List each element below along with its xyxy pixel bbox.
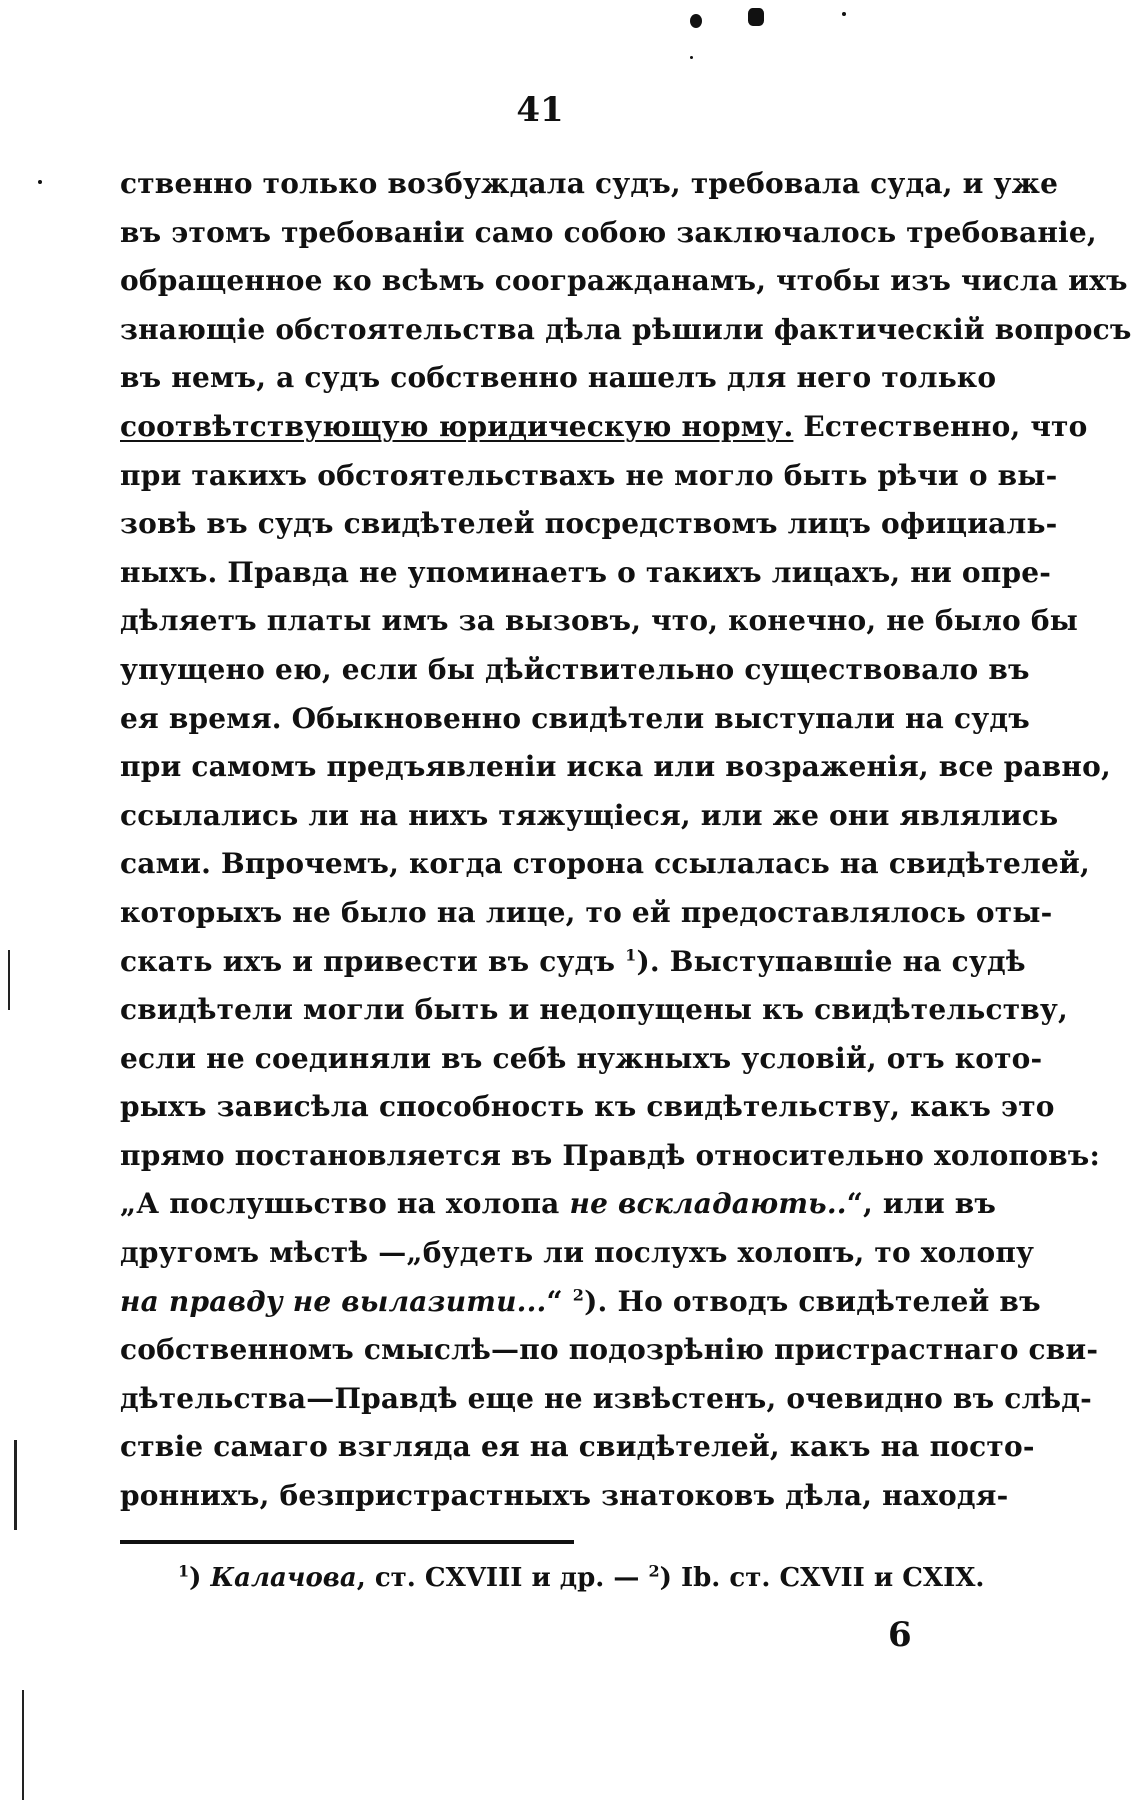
text-segment: другомъ мѣстѣ —„будеть ли послухъ холопъ, то холопу bbox=[120, 1236, 1035, 1270]
footnote-marker: 2 bbox=[572, 1285, 585, 1305]
footnote bbox=[178, 1561, 985, 1593]
text-line bbox=[120, 986, 1069, 1035]
underlined-text: соотвѣтствующую юридическую норму. bbox=[120, 409, 794, 443]
text-line bbox=[120, 695, 1030, 744]
ink-speck bbox=[690, 56, 693, 59]
text-segment: ственно только возбуждала судъ, требовала суда, и уже bbox=[120, 167, 1059, 200]
text-segment: дѣтельства—Правдѣ еще не извѣстенъ, очевидно въ слѣд- bbox=[120, 1381, 1092, 1415]
text-line bbox=[120, 1423, 1035, 1472]
footnote-marker: 1 bbox=[625, 945, 637, 965]
text-segment: “ bbox=[546, 1284, 573, 1318]
text-segment: “, или въ bbox=[846, 1187, 997, 1221]
signature-mark: 6 bbox=[888, 1615, 912, 1655]
text-segment: „А послушьство на холопа bbox=[120, 1187, 570, 1221]
text-line bbox=[120, 1180, 997, 1229]
text-segment: если не соединяли въ себѣ нужныхъ условій, отъ кото- bbox=[120, 1041, 1043, 1075]
footnote-marker: 1 bbox=[178, 1561, 190, 1581]
text-line bbox=[120, 1035, 1043, 1084]
text-line bbox=[120, 743, 1111, 792]
text-segment: скать ихъ и привести въ судъ bbox=[120, 944, 626, 978]
text-line bbox=[120, 257, 1128, 306]
text-line bbox=[120, 1278, 1041, 1327]
text-line bbox=[120, 1132, 1100, 1181]
text-line bbox=[120, 938, 1026, 987]
text-line bbox=[120, 549, 1052, 598]
italic-quote: Калачова bbox=[210, 1563, 357, 1593]
text-segment: ея время. Обыкновенно свидѣтели выступали на судъ bbox=[120, 701, 1030, 735]
text-segment: , ст. CXVIII и др. — bbox=[356, 1563, 649, 1593]
ink-speck bbox=[38, 180, 42, 184]
text-line bbox=[120, 403, 1088, 452]
text-line bbox=[120, 597, 1078, 646]
text-segment: въ этомъ требованіи само собою заключалось требованіе, bbox=[120, 215, 1097, 249]
text-segment: ). Но отводъ свидѣтелей въ bbox=[584, 1284, 1041, 1318]
page-edge-mark bbox=[22, 1690, 24, 1800]
text-line bbox=[120, 1229, 1035, 1278]
text-segment: зовѣ въ судъ свидѣтелей посредствомъ лицъ официаль- bbox=[120, 507, 1058, 541]
text-line bbox=[120, 452, 1058, 501]
text-line bbox=[120, 500, 1058, 549]
italic-quote: не вскладають.. bbox=[569, 1187, 847, 1221]
text-segment: собственномъ смыслѣ—по подозрѣнію пристрастнаго сви- bbox=[120, 1333, 1099, 1367]
text-segment: упущено ею, если бы дѣйствительно существовало въ bbox=[120, 652, 1030, 686]
text-segment: Естественно, что bbox=[793, 409, 1088, 443]
text-segment: знающіе обстоятельства дѣла рѣшили фактическій вопросъ bbox=[120, 312, 1132, 346]
text-segment: при самомъ предъявленіи иска или возраженія, все равно, bbox=[120, 750, 1111, 784]
text-segment: дѣляетъ платы имъ за вызовъ, что, конечно, не было бы bbox=[120, 604, 1078, 638]
text-segment: ссылались ли на нихъ тяжущіеся, или же они являлись bbox=[120, 798, 1059, 832]
text-line bbox=[120, 160, 1059, 209]
text-segment: рыхъ зависѣла способность къ свидѣтельству, какъ это bbox=[120, 1090, 1055, 1124]
text-segment: ныхъ. Правда не упоминаетъ о такихъ лицахъ, ни опре- bbox=[120, 555, 1052, 589]
text-segment: ) Ib. ст. CXVII и CXIX. bbox=[659, 1563, 985, 1593]
text-line bbox=[120, 1375, 1092, 1424]
text-segment: ствіе самаго взгляда ея на свидѣтелей, какъ на посто- bbox=[120, 1430, 1035, 1464]
ink-speck bbox=[748, 8, 764, 26]
text-line bbox=[120, 306, 1132, 355]
text-segment: свидѣтели могли быть и недопущены къ свидѣтельству, bbox=[120, 993, 1069, 1027]
text-segment: при такихъ обстоятельствахъ не могло быть рѣчи о вы- bbox=[120, 458, 1058, 492]
ink-speck bbox=[842, 12, 846, 16]
text-line bbox=[120, 209, 1097, 258]
italic-quote: на правду не вылазити... bbox=[120, 1284, 547, 1318]
ink-speck bbox=[690, 14, 702, 28]
text-segment: роннихъ, безпристрастныхъ знатоковъ дѣла, находя- bbox=[120, 1479, 1009, 1513]
footnote-marker: 2 bbox=[648, 1561, 660, 1581]
text-line bbox=[120, 354, 997, 403]
page-edge-mark bbox=[14, 1440, 17, 1530]
text-segment: прямо постановляется въ Правдѣ относительно холоповъ: bbox=[120, 1138, 1100, 1172]
text-segment: обращенное ко всѣмъ соогражданамъ, чтобы изъ числа ихъ bbox=[120, 264, 1128, 298]
text-segment: которыхъ не было на лице, то ей предоставлялось оты- bbox=[120, 895, 1053, 929]
text-segment: ) bbox=[189, 1563, 211, 1593]
page-edge-mark bbox=[8, 950, 10, 1010]
text-line bbox=[120, 1472, 1009, 1521]
text-segment: ). Выступавшіе на судѣ bbox=[636, 944, 1026, 978]
text-segment: въ немъ, а судъ собственно нашелъ для него только bbox=[120, 361, 997, 395]
text-segment: сами. Впрочемъ, когда сторона ссылалась на свидѣтелей, bbox=[120, 847, 1090, 881]
text-line bbox=[120, 792, 1059, 841]
text-line bbox=[120, 840, 1090, 889]
text-line bbox=[120, 1326, 1099, 1375]
footnote-rule bbox=[120, 1540, 574, 1544]
page-number: 41 bbox=[516, 90, 564, 130]
text-line bbox=[120, 646, 1030, 695]
text-line bbox=[120, 1083, 1055, 1132]
text-line bbox=[120, 889, 1053, 938]
body-text bbox=[120, 160, 1132, 1521]
